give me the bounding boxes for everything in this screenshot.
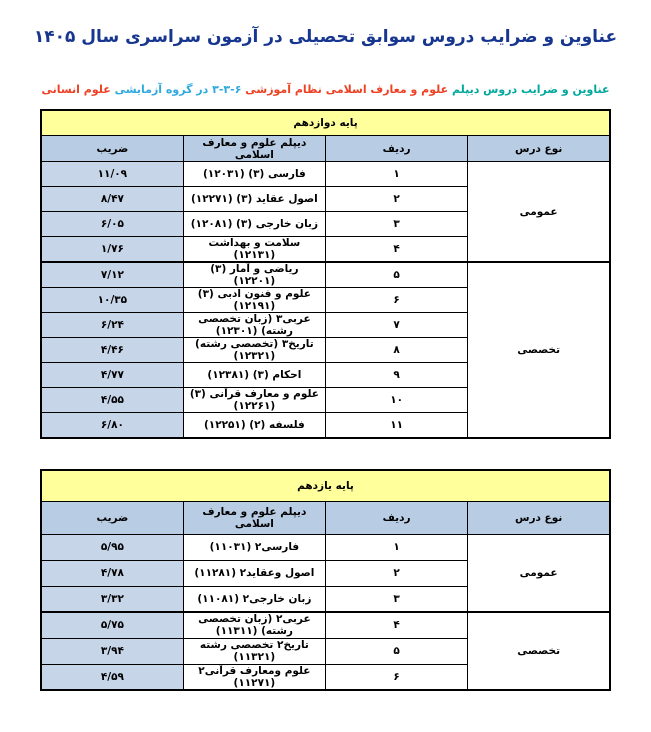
course-cell: اصول عقاید (۳) (۱۲۲۷۱) <box>183 187 325 212</box>
table-row <box>41 612 610 638</box>
course-cell: تاریخ۳ (تخصصی رشته) (۱۲۳۲۱) <box>183 338 325 363</box>
course-type-cell: تخصصی <box>468 612 610 690</box>
course-cell: فارسی۲ (۱۱۰۳۱) <box>183 534 325 560</box>
page-subtitle <box>0 83 651 96</box>
grade11-header-row <box>41 501 610 534</box>
grade11-caption-row <box>41 470 610 502</box>
column-header-course-name: دیپلم علوم و معارف اسلامی <box>183 501 325 534</box>
num-cell: ۴ <box>326 612 468 638</box>
column-header-coefficient: ضریب <box>41 501 183 534</box>
num-cell: ۱ <box>326 162 468 187</box>
course-cell: احکام (۳) (۱۲۳۸۱) <box>183 363 325 388</box>
coef-cell: ۳/۹۴ <box>41 638 183 664</box>
course-cell: علوم و فنون ادبی (۳) (۱۲۱۹۱) <box>183 288 325 313</box>
subtitle-segment: عناوین و ضرایب دروس دیپلم <box>448 83 610 96</box>
table-row <box>41 162 610 187</box>
coef-cell: ۶/۰۵ <box>41 212 183 237</box>
subtitle-segment: علوم و معارف اسلامی نظام آموزشی <box>241 83 449 96</box>
course-cell: عربی۲ (زبان تخصصی رشته) (۱۱۳۱۱) <box>183 612 325 638</box>
coef-cell: ۶/۲۴ <box>41 313 183 338</box>
grade11-table-body <box>41 534 610 690</box>
coef-cell: ۱۰/۳۵ <box>41 288 183 313</box>
num-cell: ۲ <box>326 560 468 586</box>
coef-cell: ۵/۹۵ <box>41 534 183 560</box>
column-header-course-name: دیپلم علوم و معارف اسلامی <box>183 136 325 162</box>
num-cell: ۲ <box>326 187 468 212</box>
course-type-cell: عمومی <box>468 162 610 263</box>
subtitle-segment: ۶-۳-۳ در گروه آزمایشی <box>110 83 242 96</box>
coef-cell: ۳/۳۲ <box>41 586 183 612</box>
num-cell: ۳ <box>326 212 468 237</box>
column-header-row-number: ردیف <box>326 136 468 162</box>
num-cell: ۶ <box>326 288 468 313</box>
coef-cell: ۴/۴۶ <box>41 338 183 363</box>
grade11-table <box>40 469 611 692</box>
column-header-row-number: ردیف <box>326 501 468 534</box>
grade12-table-body <box>41 162 610 438</box>
course-type-cell: تخصصی <box>468 262 610 438</box>
coef-cell: ۴/۷۸ <box>41 560 183 586</box>
page-title: عناوین و ضرایب دروس سوابق تحصیلی در آزمون سراسری سال ۱۴۰۵ <box>33 27 618 47</box>
course-cell: تاریخ۲ تخصصی رشته (۱۱۳۲۱) <box>183 638 325 664</box>
coef-cell: ۴/۵۵ <box>41 388 183 413</box>
num-cell: ۱۱ <box>326 413 468 438</box>
table-row <box>41 534 610 560</box>
num-cell: ۸ <box>326 338 468 363</box>
course-type-cell: عمومی <box>468 534 610 612</box>
num-cell: ۵ <box>326 638 468 664</box>
course-cell: فارسی (۳) (۱۲۰۳۱) <box>183 162 325 187</box>
grade11-caption: پایه یازدهم <box>41 470 610 502</box>
num-cell: ۵ <box>326 262 468 288</box>
num-cell: ۹ <box>326 363 468 388</box>
course-cell: سلامت و بهداشت (۱۲۱۳۱) <box>183 237 325 263</box>
coef-cell: ۴/۷۷ <box>41 363 183 388</box>
coef-cell: ۱۱/۰۹ <box>41 162 183 187</box>
course-cell: عربی۳ (زبان تخصصی رشته) (۱۲۳۰۱) <box>183 313 325 338</box>
course-cell: اصول وعقاید۲ (۱۱۲۸۱) <box>183 560 325 586</box>
course-cell: ریاضی و آمار (۳) (۱۲۲۰۱) <box>183 262 325 288</box>
num-cell: ۱۰ <box>326 388 468 413</box>
table-row <box>41 262 610 288</box>
course-cell: علوم ومعارف قرآنی۲ (۱۱۲۷۱) <box>183 664 325 690</box>
coef-cell: ۸/۴۷ <box>41 187 183 212</box>
subtitle-segment: علوم انسانی <box>41 83 111 96</box>
num-cell: ۳ <box>326 586 468 612</box>
num-cell: ۴ <box>326 237 468 263</box>
column-header-course-type: نوع درس <box>468 501 610 534</box>
grade12-caption: پایه دوازدهم <box>41 110 610 136</box>
grade12-header-row <box>41 136 610 162</box>
course-cell: علوم و معارف قرآنی (۳) (۱۲۲۶۱) <box>183 388 325 413</box>
coef-cell: ۷/۱۲ <box>41 262 183 288</box>
num-cell: ۱ <box>326 534 468 560</box>
num-cell: ۶ <box>326 664 468 690</box>
column-header-course-type: نوع درس <box>468 136 610 162</box>
column-header-coefficient: ضریب <box>41 136 183 162</box>
course-cell: فلسفه (۲) (۱۲۲۵۱) <box>183 413 325 438</box>
coef-cell: ۱/۷۶ <box>41 237 183 263</box>
coef-cell: ۴/۵۹ <box>41 664 183 690</box>
course-cell: زبان خارجی (۳) (۱۲۰۸۱) <box>183 212 325 237</box>
grade12-caption-row <box>41 110 610 136</box>
coef-cell: ۶/۸۰ <box>41 413 183 438</box>
grade12-table <box>40 109 611 439</box>
coef-cell: ۵/۷۵ <box>41 612 183 638</box>
num-cell: ۷ <box>326 313 468 338</box>
course-cell: زبان خارجی۲ (۱۱۰۸۱) <box>183 586 325 612</box>
